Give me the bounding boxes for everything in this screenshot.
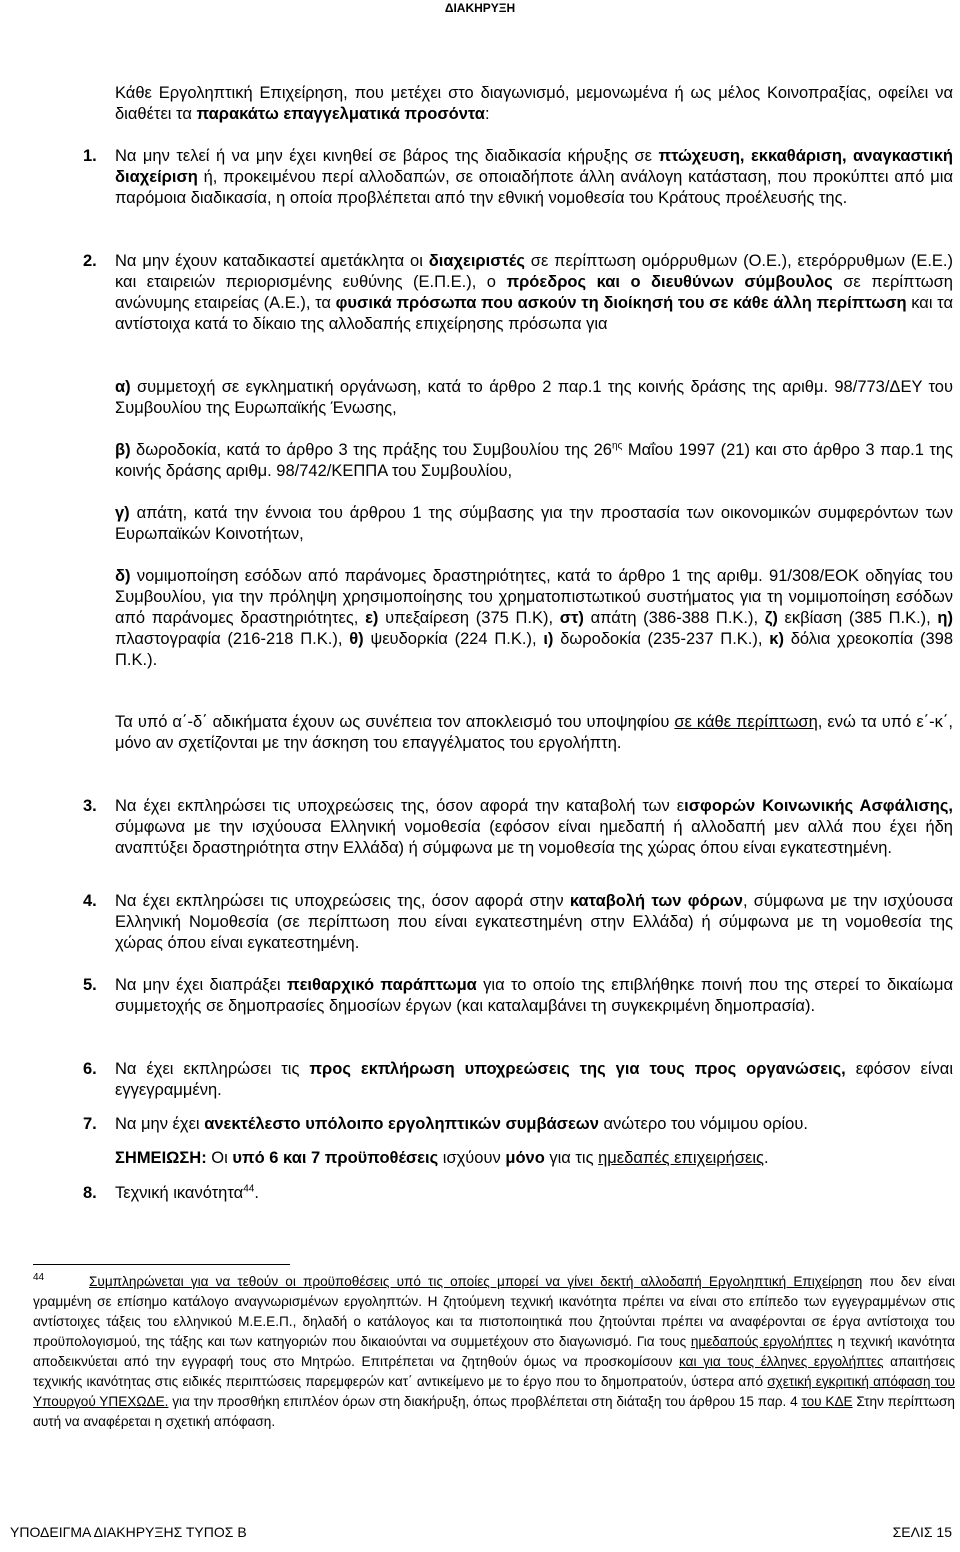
item-5-text: Να μην έχει διαπράξει πειθαρχικό παράπτωμα για το οποίο της επιβλήθηκε ποινή που της στερεί το δικαίωμα συμμετοχής σε δημοπρασίες δημοσίων έργων (και καταλαμβάνει τη συγκεκριμένη δημοπρασία). [115,976,953,1015]
footer-page-number: ΣΕΛΙΣ 15 [892,1524,952,1540]
item-7-text: Να μην έχει ανεκτέλεστο υπόλοιπο εργοληπτικών συμβάσεων ανώτερο του νόμιμου ορίου. [115,1115,808,1133]
item-number: 1. [83,147,97,165]
item-number: 5. [83,976,97,994]
item-number: 8. [83,1184,97,1202]
item-number: 2. [83,252,97,270]
item-6-text: Να έχει εκπληρώσει τις προς εκπλήρωση υποχρεώσεις της για τους προς οργανώσεις, εφόσον είναι εγγεγραμμένη. [115,1060,953,1099]
footer-left: ΥΠΟΔΕΙΓΜΑ ΔΙΑΚΗΡΥΞΗΣ ΤΥΠΟΣ Β [10,1524,247,1540]
item-2-text: Να μην έχουν καταδικαστεί αμετάκλητα οι διαχειριστές σε περίπτωση ομόρρυθμων (Ο.Ε.), ετερόρρυθμων (Ε.Ε.) και εταιρειών περιορισμένης ευθύνης (Ε.Π.Ε.), ο πρόεδρος και ο διευθύνων σύμβουλος σε περίπτωση ανώνυμης εταιρείας (Α.Ε.), τα φυσικά πρόσωπα που ασκούν τη διοίκησή του σε κάθε άλλη περίπτωση και τα αντίστοιχα κατά το δίκαιο της αλλοδαπής επιχείρησης πρόσωπα για [115,252,953,333]
note-paragraph: ΣΗΜΕΙΩΣΗ: Οι υπό 6 και 7 προϋποθέσεις ισχύουν μόνο για τις ημεδαπές επιχειρήσεις. [115,1149,769,1167]
item-number: 6. [83,1060,97,1078]
subitem-gamma: γ) απάτη, κατά την έννοια του άρθρου 1 της σύμβασης για την προστασία των οικονομικών συμφερόντων των Ευρωπαϊκών Κοινοτήτων, [115,504,953,543]
footnote-separator [33,1264,290,1265]
page-header: ΔΙΑΚΗΡΥΞΗ [444,1,516,15]
item-number: 3. [83,797,97,815]
item-number: 4. [83,892,97,910]
footnote: 44 Συμπληρώνεται για να τεθούν οι προϋποθέσεις υπό τις οποίες μπορεί να γίνει δεκτή αλλοδαπή Εργοληπτική Επιχείρηση που δεν είναι γραμμένη σε επίσημο κατάλογο αναγνωρισμένων εργοληπτών. Η ζητούμενη τεχνική ικανότητα πρέπει να είναι στο επίπεδο των εγγεγραμμένων στις αντίστοιχες τάξεις του ελληνικού Μ.Ε.Ε.Π., δηλαδή ο κατάλογος και τα πιστοποιητικά που ζητούνται πρέπει να αναφέρονται σε έργα αντίστοιχα του προϋπολογισμού, της τάξης και των κατηγοριών που δικαιούνται να συμμετέχουν στο διαγωνισμό. Για τους ημεδαπούς εργολήπτες η τεχνική ικανότητα αποδεικνύεται από την εγγραφή τους στο Μητρώο. Επιτρέπεται να ζητηθούν όμως να προσκομίσουν και για τους έλληνες εργολήπτες απαιτήσεις τεχνικής ικανότητας στις ειδικές περιπτώσεις παρεμφερών κατ΄ αντικείμενο με το έργο που το δημοπρατούν, ύστερα από σχετική εγκριτική απόφαση του Υπουργού ΥΠΕΧΩΔΕ. για την προσθήκη επιπλέον όρων στη διακήρυξη, όπως προβλέπεται στη διάταξη του άρθρου 15 παρ. 4 του ΚΔΕ Στην περίπτωση αυτή να αναφέρεται η σχετική απόφαση. [33,1272,955,1432]
footnote-mark: 44 [33,1272,45,1283]
subitem-beta: β) δωροδοκία, κατά το άρθρο 3 της πράξης του Συμβουλίου της $26^{\eta\varsigma}$ Μαΐου 1997 (21) και στο άρθρο 3 παρ.1 της κοινής δράσης αριθμ. 98/742/ΚΕΠΠΑ του Συμβουλίου, [115,440,953,480]
item-number: 7. [83,1115,97,1133]
item-1-text: Να μην τελεί ή να μην έχει κινηθεί σε βάρος της διαδικασία κήρυξης σε πτώχευση, εκκαθάριση, αναγκαστική διαχείριση ή, προκειμένου περί αλλοδαπών, σε οποιαδήποτε άλλη ανάλογη κατάσταση, που προκύπτει από μια παρόμοια διαδικασία, η οποία προβλέπεται από την εθνική νομοθεσία του Κράτους προέλευσής της. [115,147,954,207]
intro-paragraph: Κάθε Εργοληπτική Επιχείρηση, που μετέχει στο διαγωνισμό, μεμονωμένα ή ως μέλος Κοινοπραξίας, οφείλει να διαθέτει τα παρακάτω επαγγελματικά προσόντα: [115,84,953,123]
item-3-text: Να έχει εκπληρώσει τις υποχρεώσεις της, όσον αφορά την καταβολή των εισφορών Κοινωνικής Ασφάλισης, σύμφωνα με την ισχύουσα Ελληνική νομοθεσία (εφόσον είναι ημεδαπή ή αλλοδαπή μεν αλλά που έχει ήδη αναπτύξει δραστηριότητα στην Ελλάδα) ή σύμφωνα με τη νομοθεσία της χώρας όπου είναι εγκατεστημένη. [115,797,953,857]
subitem-delta: δ) νομιμοποίηση εσόδων από παράνομες δραστηριότητες, κατά το άρθρο 1 της αριθμ. 91/308/ΕΟΚ οδηγίας του Συμβουλίου, για την πρόληψη χρησιμοποίησης του χρηματοπιστωτικού συστήματος για τη νομιμοποίηση εσόδων από παράνομες δραστηριότητες, ε) υπεξαίρεση (375 Π.Κ), στ) απάτη (386-388 Π.Κ.), ζ) εκβίαση (385 Π.Κ.), η) πλαστογραφία (216-218 Π.Κ.), θ) ψευδορκία (224 Π.Κ.), ι) δωροδοκία (235-237 Π.Κ.), κ) δόλια χρεοκοπία (398 Π.Κ.). [115,567,953,669]
offences-paragraph: Τα υπό α΄-δ΄ αδικήματα έχουν ως συνέπεια τον αποκλεισμό του υποψηφίου σε κάθε περίπτωση, ενώ τα υπό ε΄-κ΄, μόνο αν σχετίζονται με την άσκηση του επαγγέλματος του εργολήπτη. [115,713,953,752]
item-8-text: Τεχνική ικανότητα$^{44}$. [115,1183,259,1202]
item-4-text: Να έχει εκπληρώσει τις υποχρεώσεις της, όσον αφορά στην καταβολή των φόρων, σύμφωνα με την ισχύουσα Ελληνική Νομοθεσία (σε περίπτωση που είναι εγκατεστημένη στην Ελλάδα) ή σύμφωνα με τη νομοθεσία της χώρας όπου είναι εγκατεστημένη. [115,892,953,952]
subitem-alpha: α) συμμετοχή σε εγκληματική οργάνωση, κατά το άρθρο 2 παρ.1 της κοινής δράσης της αριθμ. 98/773/ΔΕΥ του Συμβουλίου της Ευρωπαϊκής Ένωσης, [115,378,953,417]
